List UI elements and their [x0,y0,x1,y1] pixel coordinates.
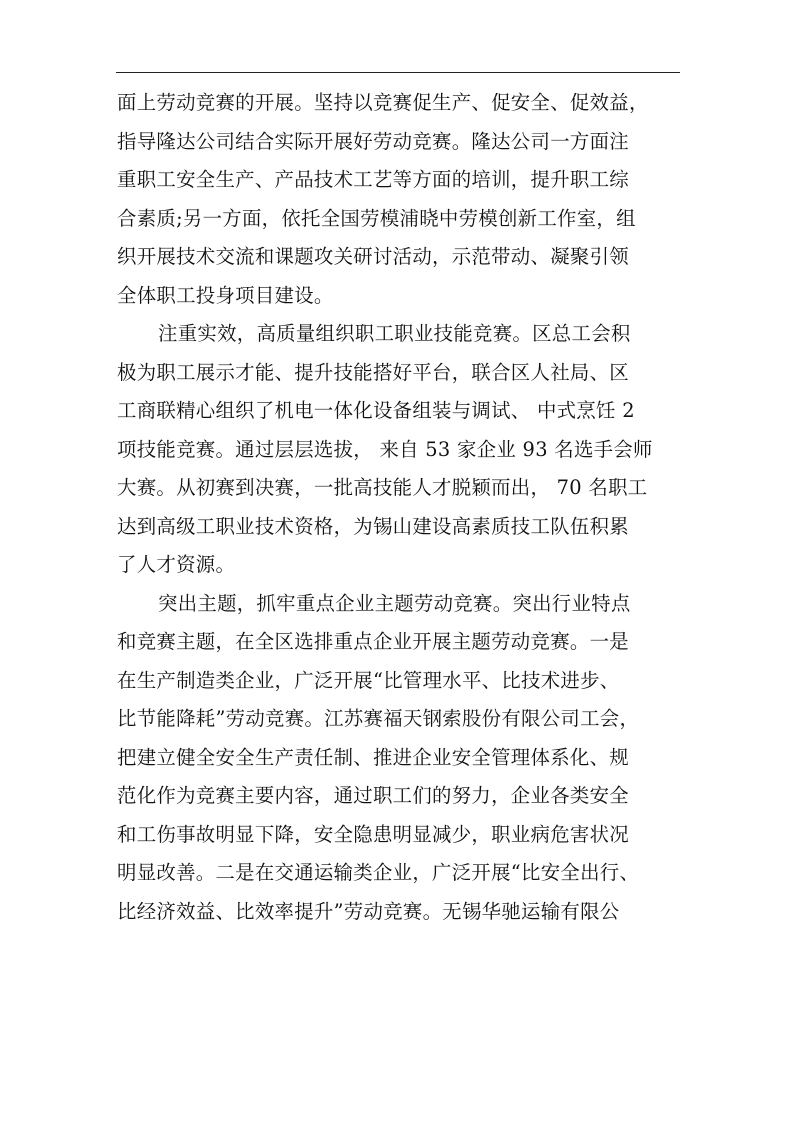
text-line: 合素质;另一方面，依托全国劳模浦晓中劳模创新工作室，组 [117,206,636,230]
text-line: 极为职工展示才能、提升技能搭好平台，联合区人社局、区 [117,360,629,384]
text-line: 指导隆达公司结合实际开展好劳动竞赛。隆达公司一方面注 [117,129,629,153]
body-text [117,84,687,931]
text-line: 和竞赛主题，在全区选排重点企业开展主题劳动竞赛。一是 [117,630,629,653]
text-line: 工商联精心组织了机电一体化设备组装与调试、 中式烹饪 2 [117,399,635,422]
header-rule [116,72,680,73]
text-line: 面上劳动竞赛的开展。坚持以竞赛促生产、促安全、促效益， [117,91,649,114]
text-line: 和工伤事故明显下降，安全隐患明显减少，职业病危害状况 [117,822,629,846]
paragraph-3 [117,585,687,932]
text-line: 把建立健全安全生产责任制、推进企业安全管理体系化、规 [117,745,629,769]
text-line: 了人才资源。 [117,553,236,576]
text-line: 在生产制造类企业，广泛开展“比管理水平、比技术进步、 [117,668,620,692]
text-line: 全体职工投身项目建设。 [117,283,334,307]
text-line: 比经济效益、比效率提升”劳动竞赛。无锡华驰运输有限公 [117,899,620,923]
text-line: 范化作为竞赛主要内容，通过职工们的努力，企业各类安全 [117,784,629,807]
text-line: 大赛。从初赛到决赛，一批高技能人才脱颖而出， 70 名职工 [117,476,648,499]
text-line: 明显改善。二是在交通运输类企业，广泛开展“比安全出行、 [117,861,640,884]
text-line: 重职工安全生产、产品技术工艺等方面的培训，提升职工综 [117,168,629,191]
text-line: 突出主题，抓牢重点企业主题劳动竞赛。突出行业特点 [158,591,631,615]
text-line: 项技能竞赛。通过层层选拔， 来自 53 家企业 93 名选手会师 [117,437,653,461]
text-line: 达到高级工职业技术资格，为锡山建设高素质技工队伍积累 [117,514,629,538]
text-line: 比节能降耗”劳动竞赛。江苏赛福天钢索股份有限公司工会， [117,707,640,730]
text-line: 注重实效，高质量组织职工职业技能竞赛。区总工会积 [158,322,631,345]
text-line: 织开展技术交流和课题攻关研讨活动，示范带动、凝聚引领 [117,245,629,268]
paragraph-1 [117,84,687,315]
paragraph-2 [117,315,687,585]
